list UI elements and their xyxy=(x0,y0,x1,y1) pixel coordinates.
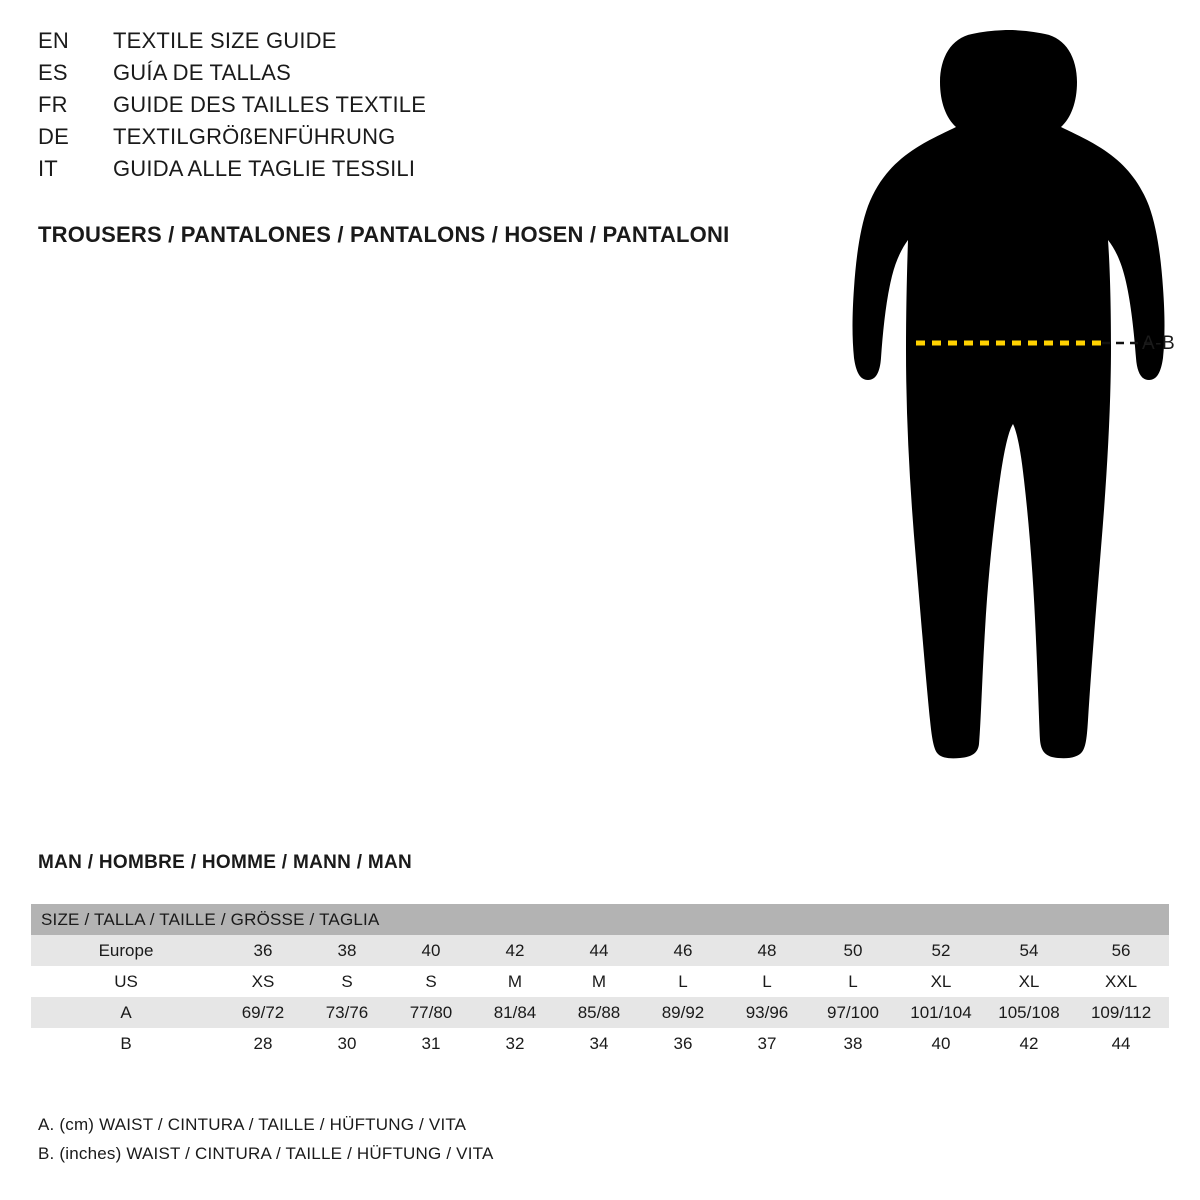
footnote-b: B. (inches) WAIST / CINTURA / TAILLE / HÜFTUNG / VITA xyxy=(38,1144,494,1163)
cell-value: XL xyxy=(897,966,985,997)
cell-value: M xyxy=(473,966,557,997)
cell-value: 37 xyxy=(725,1028,809,1059)
table-row xyxy=(31,1028,1169,1059)
cell-value: 85/88 xyxy=(557,997,641,1028)
cell-value: XXL xyxy=(1073,966,1169,997)
cell-value: 101/104 xyxy=(897,997,985,1028)
cell-value: 54 xyxy=(985,935,1073,966)
garment-type-title: TROUSERS / PANTALONES / PANTALONS / HOSEN / PANTALONI xyxy=(38,222,730,247)
cell-value: 89/92 xyxy=(641,997,725,1028)
cell-value: 42 xyxy=(985,1028,1073,1059)
cell-value: L xyxy=(641,966,725,997)
cell-value: 44 xyxy=(557,935,641,966)
size-table xyxy=(31,904,1169,1059)
row-label: B xyxy=(31,1028,221,1059)
cell-value: 46 xyxy=(641,935,725,966)
table-row xyxy=(31,935,1169,966)
language-text: GUIDA ALLE TAGLIE TESSILI xyxy=(113,156,416,181)
table-header-row xyxy=(31,904,1169,935)
cell-value: 38 xyxy=(809,1028,897,1059)
cell-value: 50 xyxy=(809,935,897,966)
footnotes xyxy=(38,1110,838,1168)
language-row xyxy=(38,92,798,124)
cell-value: L xyxy=(809,966,897,997)
language-text: GUIDE DES TAILLES TEXTILE xyxy=(113,92,427,117)
cell-value: 44 xyxy=(1073,1028,1169,1059)
language-list xyxy=(38,28,798,188)
cell-value: 36 xyxy=(221,935,305,966)
language-row xyxy=(38,156,798,188)
cell-value: 28 xyxy=(221,1028,305,1059)
cell-value: 97/100 xyxy=(809,997,897,1028)
cell-value: 93/96 xyxy=(725,997,809,1028)
language-code: FR xyxy=(38,92,68,117)
cell-value: 38 xyxy=(305,935,389,966)
language-code: ES xyxy=(38,60,68,85)
cell-value: M xyxy=(557,966,641,997)
language-code: EN xyxy=(38,28,69,53)
language-row xyxy=(38,60,798,92)
cell-value: 40 xyxy=(897,1028,985,1059)
cell-value: 34 xyxy=(557,1028,641,1059)
cell-value: 56 xyxy=(1073,935,1169,966)
cell-value: S xyxy=(305,966,389,997)
cell-value: 36 xyxy=(641,1028,725,1059)
cell-value: 31 xyxy=(389,1028,473,1059)
cell-value: XL xyxy=(985,966,1073,997)
cell-value: 105/108 xyxy=(985,997,1073,1028)
language-code: IT xyxy=(38,156,58,181)
row-label: US xyxy=(31,966,221,997)
language-code: DE xyxy=(38,124,69,149)
cell-value: 77/80 xyxy=(389,997,473,1028)
table-header-label: SIZE / TALLA / TAILLE / GRÖSSE / TAGLIA xyxy=(31,904,1169,935)
footnote-a: A. (cm) WAIST / CINTURA / TAILLE / HÜFTUNG / VITA xyxy=(38,1115,467,1134)
silhouette-icon xyxy=(820,20,1200,810)
cell-value: 109/112 xyxy=(1073,997,1169,1028)
row-label: A xyxy=(31,997,221,1028)
man-silhouette-figure xyxy=(820,20,1200,810)
cell-value: 40 xyxy=(389,935,473,966)
cell-value: S xyxy=(389,966,473,997)
language-row xyxy=(38,124,798,156)
table-row xyxy=(31,997,1169,1028)
cell-value: 81/84 xyxy=(473,997,557,1028)
row-label: Europe xyxy=(31,935,221,966)
cell-value: XS xyxy=(221,966,305,997)
cell-value: 69/72 xyxy=(221,997,305,1028)
language-text: TEXTILGRÖßENFÜHRUNG xyxy=(113,124,396,149)
gender-title: MAN / HOMBRE / HOMME / MANN / MAN xyxy=(38,852,413,873)
cell-value: 48 xyxy=(725,935,809,966)
cell-value: 52 xyxy=(897,935,985,966)
language-row xyxy=(38,28,798,60)
language-text: GUÍA DE TALLAS xyxy=(113,60,292,85)
cell-value: 73/76 xyxy=(305,997,389,1028)
measure-label-ab: A-B xyxy=(1142,333,1176,354)
cell-value: 42 xyxy=(473,935,557,966)
cell-value: 32 xyxy=(473,1028,557,1059)
language-text: TEXTILE SIZE GUIDE xyxy=(113,28,337,53)
table-row xyxy=(31,966,1169,997)
cell-value: L xyxy=(725,966,809,997)
cell-value: 30 xyxy=(305,1028,389,1059)
